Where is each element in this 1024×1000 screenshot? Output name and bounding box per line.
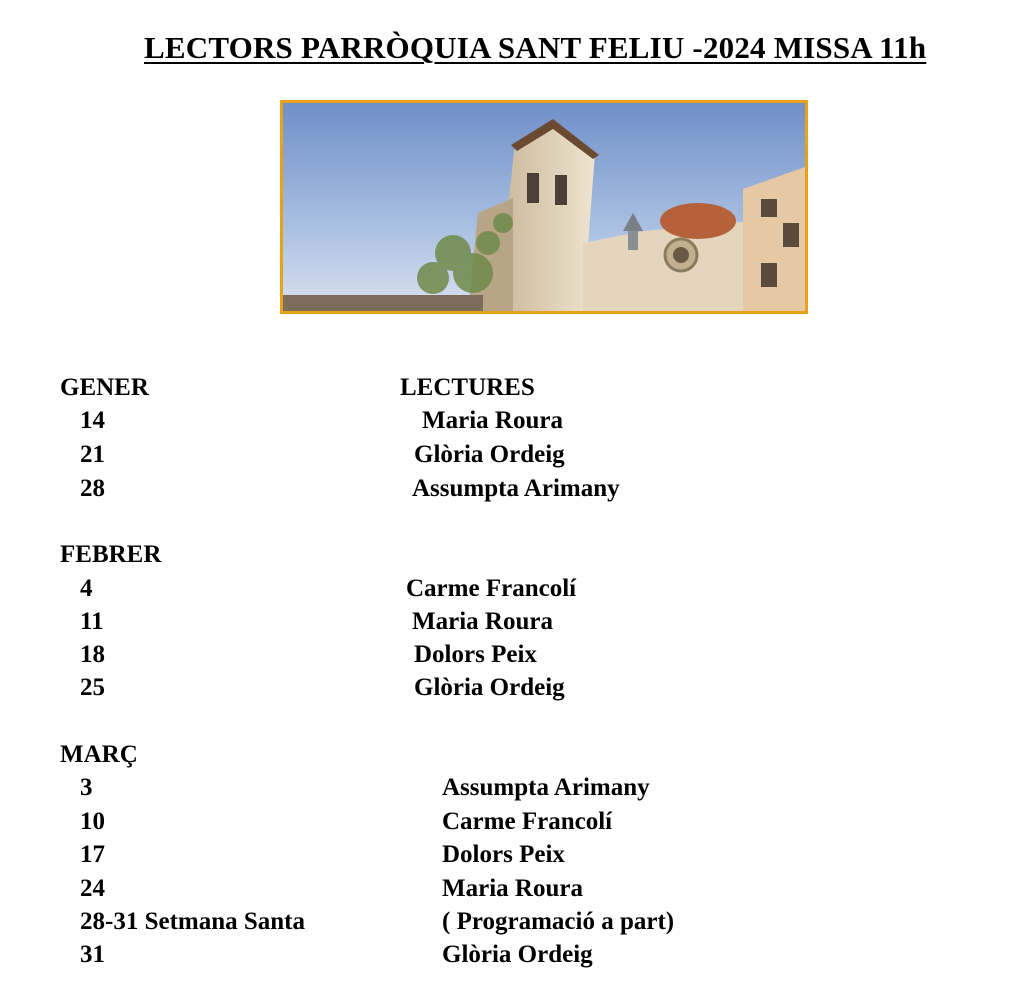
entry-reader: Carme Francolí [442,808,613,835]
page-title: LECTORS PARRÒQUIA SANT FELIU -2024 MISSA 11h [144,30,927,65]
entry-date: 28-31 Setmana Santa [80,908,306,935]
entry-date: 21 [80,441,105,468]
entry-date: 24 [80,875,105,902]
entry-reader: Maria Roura [422,407,563,434]
entry-date: 14 [80,407,105,434]
entry-reader: Dolors Peix [442,841,565,868]
entry-date: 28 [80,475,105,502]
entry-reader: Carme Francolí [406,575,577,602]
month-heading: GENER [60,374,149,401]
entry-reader: Glòria Ordeig [414,674,565,701]
entry-reader: Assumpta Arimany [442,774,650,801]
entry-date: 17 [80,841,105,868]
entry-reader: Glòria Ordeig [414,441,565,468]
church-photo [280,100,808,314]
entry-date: 3 [80,774,93,801]
entry-reader: Dolors Peix [414,641,537,668]
entry-date: 10 [80,808,105,835]
column-header: LECTURES [400,374,535,401]
entry-reader: Maria Roura [442,875,583,902]
entry-reader: Assumpta Arimany [412,475,620,502]
entry-reader: Glòria Ordeig [442,941,593,968]
entry-reader: ( Programació a part) [442,908,675,935]
entry-date: 31 [80,941,105,968]
entry-date: 11 [80,608,104,635]
month-heading: MARÇ [60,741,138,768]
entry-date: 25 [80,674,105,701]
entry-reader: Maria Roura [412,608,553,635]
entry-date: 18 [80,641,105,668]
month-heading: FEBRER [60,541,162,568]
entry-date: 4 [80,575,93,602]
